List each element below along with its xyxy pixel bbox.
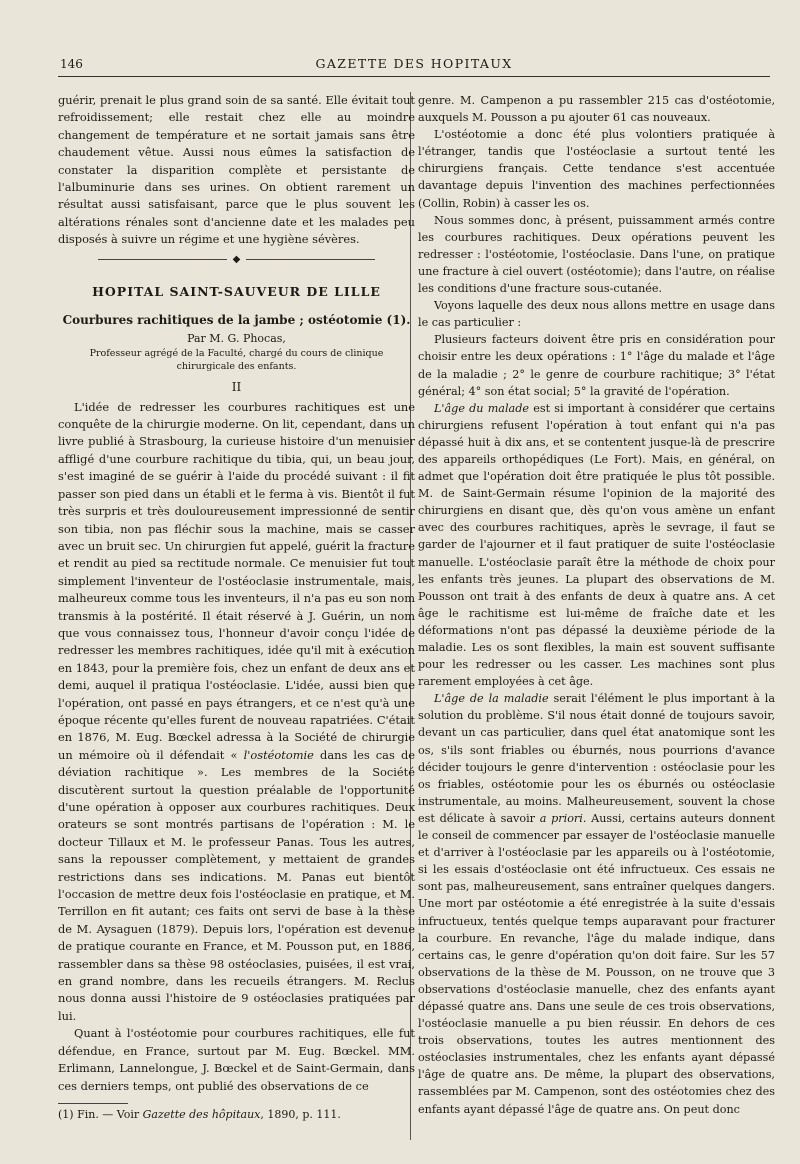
page-number: 146 [60,57,83,71]
paragraph: genre. M. Campenon a pu rassembler 215 cas d'ostéotomie, auxquels M. Pousson a pu ajouter 61 cas nouveaux. [418,94,775,125]
paragraph: Quant à l'ostéotomie pour courbures rachitiques, elle fut défendue, en France, surtout par M. Eug. Bœckel. MM. Erlimann, Lannelongue, J. Bœckel et de Saint-Germain, dans ces derniers temps, ont publié des observations de ce [58,1026,415,1093]
journal-title: GAZETTE DES HOPITAUX [315,56,513,71]
paragraph: guérir, prenait le plus grand soin de sa santé. Elle évitait tout refroidissement; elle restait chez elle au moindre changement de température et ne sortait jamais sans être chaudement vêtue. Aussi nous eûmes la satisfaction de constater la disparition complète et persistante de l'albuminurie dans ses urines. On obtient rarement un résultat aussi satisfaisant, parce que le plus souvent les altérations rénales sont d'ancienne date et les malades peu disposés à suivre un régime et une hygiène sévères. [58,93,415,247]
footnote-rule [58,1103,128,1104]
paragraph: L'âge de la maladie serait l'élément le plus important à la solution du problème. S'il nous était donné de toujours savoir, devant un cas particulier, dans quel état anatomique sont les os, s'ils sont friables ou éburnés, nous pourrions d'avance décider toujours le genre d'intervention : ostéoclasie pour les os friables, ostéotomie pour les os éburnés ou ostéoclasie instrumentale, au moins. Malheureusement, souvent la chose est délicate à savoir a priori. Aussi, certains auteurs donnent le conseil de commencer par essayer de l'ostéoclasie manuelle et d'arriver à l'ostéoclasie par les appareils ou à l'ostéotomie, si les essais d'ostéoclasie ont été infructueux. Ces essais ne sont pas, malheureusement, sans entraîner quelques dangers. Une mort par ostéotomie a été enregistrée à la suite d'essais infructueux, tentés quelque temps auparavant pour fracturer la courbure. En revanche, l'âge du malade indique, dans certains cas, le genre d'opération qu'on doit faire. Sur les 57 observations de la thèse de M. Pousson, on ne trouve que 3 observations d'ostéoclasie manuelle, chez des enfants ayant dépassé quatre ans. Dans une seule de ces trois observations, l'ostéoclasie manuelle a pu bien réussir. En dehors de ces trois observations, toutes les autres mentionnent des ostéoclasies instrumentales, chez les enfants ayant dépassé l'âge de quatre ans. De même, la plupart des observations, rassemblées par M. Campenon, sont des ostéotomies chez des enfants ayant dépassé l'âge de quatre ans. On peut donc [418,692,775,1116]
paragraph: Voyons laquelle des deux nous allons mettre en usage dans le cas particulier : [418,299,775,330]
author-line: Par M. G. Phocas, [187,331,286,345]
paragraph: Nous sommes donc, à présent, puissamment armés contre les courbures rachitiques. Deux opérations peuvent les redresser : l'ostéotomie, l'ostéoclasie. Dans l'une, on pratique une fracture à ciel ouvert (ostéotomie); dans l'autre, on réalise les conditions d'une fracture sous-cutanée. [418,213,775,296]
paragraph: L'ostéotomie a donc été plus volontiers pratiquée à l'étranger, tandis que l'ostéoclasie a surtout tenté les chirurgiens français. Cette tendance s'est accentuée davantage depuis l'invention des machines perfectionnées (Collin, Robin) à casser les os. [418,128,775,210]
article-title: Courbures rachitiques de la jambe ; ostéotomie (1). [62,312,411,327]
paragraph: L'idée de redresser les courbures rachitiques est une conquête de la chirurgie moderne. On lit, cependant, dans un livre publié à Strasbourg, la curieuse histoire d'un menuisier affligé d'une courbure rachitique du tibia, qui, un beau jour, s'est imaginé de se guérir à l'aide du procédé suivant : il fit passer son pied dans un établi et le ferma à vis. Bientôt il fut très surpris et très douloureusement impressionné de sentir son tibia, non pas fléchir sous la machine, mais se casser avec un bruit sec. Un chirurgien fut appelé, guérit la fracture et rendit au pied sa rectitude normale. Ce menuisier fut tout simplement l'inventeur de l'ostéoclasie instrumentale, mais, malheureux comme tous les inventeurs, il n'a pas eu son nom transmis à la postérité. Il était réservé à J. Guérin, un nom que vous connaissez tous, l'honneur d'avoir conçu l'idée de redresser les membres rachitiques, idée qu'il mit à exécution en 1843, pour la première fois, chez un enfant de deux ans et demi, auquel il pratiqua l'ostéoclasie. L'idée, aussi bien que l'opération, ont passé en pays étrangers, et ce n'est qu'à une époque récente qu'elles furent de nouveau rapatriées. C'était en 1876, M. Eug. Bœckel adressa à la Société de chirurgie un mémoire où il défendait « l'ostéotomie dans les cas de déviation rachitique ». Les membres de la Société discutèrent surtout la question préalable de l'opportunité d'une opération à opposer aux courbures rachitiques. Deux orateurs se sont montrés partisans de l'opération : M. le docteur Tillaux et M. le professeur Panas. Tous les autres, sans la repousser complètement, y mettaient de grandes restrictions dans ses indications. M. Panas eut bientôt l'occasion de mettre deux fois l'ostéoclasie en pratique, et M. Terrillon en fit autant; ces faits ont servi de base à la thèse de M. Aysaguen (1879). Depuis lors, l'opération est devenue de pratique courante en France, et M. Pousson put, en 1886, rassembler dans sa thèse 98 ostéoclasies, puisées, il est vrai, en grand nombre, dans les recueils étrangers. M. Reclus nous donna aussi l'histoire de 9 ostéoclasies pratiquées par lui. [58,399,415,1023]
paragraph: Plusieurs facteurs doivent être pris en considération pour choisir entre les deux opérations : 1° l'âge du malade et l'âge de la maladie ; 2° le genre de courbure rachitique; 3° l'état général; 4° son état social; 5° la gravité de l'opération. [418,333,775,398]
page-header [58,55,770,79]
section-separator [98,255,375,265]
footnote: (1) Fin. — Voir Gazette des hôpitaux, 1890, p. 111. [58,1107,341,1121]
header-rule [58,76,770,77]
left-column [58,92,415,1123]
right-column [418,92,775,1118]
paragraph: L'âge du malade est si important à considérer que certains chirurgiens refusent l'opération à tout enfant qui n'a pas dépassé huit à dix ans, et se contentent jusque-là de prescrire des appareils orthopédiques (Le Fort). Mais, en général, on admet que l'opération doit être pratiquée le plus tôt possible. M. de Saint-Germain résume l'opinion de la majorité des chirurgiens en disant que, dès qu'on vous amène un enfant avec des courbures rachitiques, après le sevrage, il faut se garder de l'ajourner et il faut pratiquer de suite l'ostéoclasie manuelle. L'ostéoclasie paraît être la méthode de choix pour les enfants très jeunes. La plupart des observations de M. Pousson ont trait à des enfants de deux à quatre ans. A cet âge le rachitisme est lui-même de fraîche date et les déformations n'ont pas dépassé la deuxième période de la maladie. Les os sont flexibles, la main est souvent suffisante pour les redresser ou les casser. Les machines sont plus rarement employées à cet âge. [418,401,776,689]
section-title: HOPITAL SAINT-SAUVEUR DE LILLE [92,283,381,299]
author-affiliation: Professeur agrégé de la Faculté, chargé du cours de clinique chirurgicale des enfants. [89,347,384,372]
part-number: II [231,379,242,394]
diamond-ornament-icon: ◆ [232,253,241,265]
